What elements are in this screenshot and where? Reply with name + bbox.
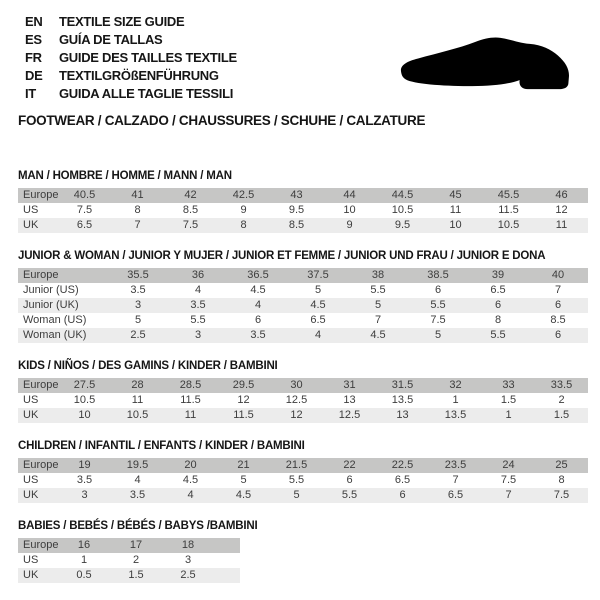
size-cell: 16 <box>77 539 91 551</box>
size-cell: 10 <box>78 409 91 421</box>
row-label: Junior (US) <box>23 284 79 296</box>
size-cell: 10.5 <box>126 409 149 421</box>
table-row <box>18 328 588 343</box>
size-cell: 9 <box>240 204 247 216</box>
row-label: Junior (UK) <box>23 299 79 311</box>
size-cell: 5 <box>240 474 247 486</box>
size-cell: 12.5 <box>285 394 308 406</box>
size-cell: 4 <box>194 284 202 296</box>
size-cell: 2.5 <box>180 569 196 581</box>
row-label: US <box>23 204 39 216</box>
size-cell: 33.5 <box>550 379 573 391</box>
row-label: UK <box>23 489 39 501</box>
size-cell: 38.5 <box>427 269 449 281</box>
size-cell: 6.5 <box>394 474 411 486</box>
size-cell: 45 <box>449 189 462 201</box>
dress-shoe-icon <box>396 34 579 93</box>
size-cell: 25 <box>555 459 568 471</box>
size-cell: 10.5 <box>391 204 414 216</box>
language-code: EN <box>25 14 43 29</box>
row-label: Europe <box>23 459 59 471</box>
size-cell: 35.5 <box>127 269 149 281</box>
row-label: UK <box>23 409 39 421</box>
table-row <box>18 568 240 583</box>
size-cell: 8.5 <box>288 219 305 231</box>
size-cell: 11.5 <box>233 409 254 421</box>
size-cell: 44.5 <box>391 189 414 201</box>
size-cell: 5 <box>374 299 382 311</box>
size-cell: 36.5 <box>247 269 269 281</box>
size-section-junior-woman <box>18 249 600 343</box>
size-cell: 22.5 <box>391 459 414 471</box>
size-cell: 31.5 <box>391 379 414 391</box>
size-cell: 10 <box>343 204 356 216</box>
size-cell: 28 <box>131 379 144 391</box>
size-cell: 13 <box>396 409 409 421</box>
size-cell: 11 <box>131 394 144 406</box>
size-cell: 6 <box>346 474 353 486</box>
size-section-kids <box>18 359 600 423</box>
size-cell: 8 <box>240 219 247 231</box>
size-cell: 8 <box>134 204 141 216</box>
size-cell: 6 <box>554 329 562 341</box>
table-row <box>18 473 588 488</box>
size-cell: 3 <box>184 554 192 566</box>
size-cell: 2.5 <box>130 329 146 341</box>
language-title-row <box>25 13 600 31</box>
size-cell: 11 <box>449 204 462 216</box>
size-cell: 3.5 <box>129 489 146 501</box>
size-cell: 45.5 <box>497 189 520 201</box>
size-cell: 10.5 <box>73 394 96 406</box>
size-cell: 40.5 <box>73 189 96 201</box>
size-cell: 2 <box>132 554 140 566</box>
row-label: Europe <box>23 379 59 391</box>
size-cell: 4 <box>187 489 194 501</box>
size-cell: 4 <box>314 329 322 341</box>
size-cell: 7.5 <box>500 474 517 486</box>
size-cell: 6.5 <box>447 489 464 501</box>
language-title: GUIDE DES TAILLES TEXTILE <box>59 50 237 65</box>
size-cell: 4.5 <box>235 489 252 501</box>
size-cell: 18 <box>181 539 195 551</box>
size-cell: 13.5 <box>444 409 467 421</box>
section-title-junior-woman: JUNIOR & WOMAN / JUNIOR Y MUJER / JUNIOR ET FEMME / JUNIOR UND FRAU / JUNIOR E DONA <box>18 250 546 262</box>
size-cell: 38 <box>371 269 385 281</box>
size-cell: 11.5 <box>180 394 201 406</box>
size-cell: 7.5 <box>182 219 199 231</box>
table-row <box>18 218 588 233</box>
size-cell: 7 <box>452 474 459 486</box>
table-row <box>18 538 240 553</box>
size-cell: 4 <box>254 299 262 311</box>
size-cell: 3.5 <box>190 299 206 311</box>
size-table-children <box>18 458 588 503</box>
size-cell: 28.5 <box>179 379 202 391</box>
size-cell: 29.5 <box>232 379 255 391</box>
table-row <box>18 188 588 203</box>
size-cell: 9.5 <box>288 204 305 216</box>
size-cell: 1 <box>80 554 88 566</box>
size-cell: 5.5 <box>341 489 358 501</box>
row-label: Europe <box>23 539 59 551</box>
size-cell: 2 <box>558 394 565 406</box>
size-cell: 6.5 <box>490 284 506 296</box>
category-heading: FOOTWEAR / CALZADO / CHAUSSURES / SCHUHE / CALZATURE <box>18 113 426 128</box>
size-cell: 6 <box>434 284 442 296</box>
size-cell: 20 <box>184 459 197 471</box>
size-cell: 5 <box>314 284 322 296</box>
size-cell: 9.5 <box>394 219 411 231</box>
size-cell: 1 <box>452 394 459 406</box>
table-row <box>18 283 588 298</box>
size-cell: 21 <box>237 459 250 471</box>
size-tables <box>18 169 600 583</box>
section-title-children: CHILDREN / INFANTIL / ENFANTS / KINDER / BAMBINI <box>18 440 305 452</box>
size-cell: 33 <box>502 379 515 391</box>
size-cell: 3.5 <box>130 284 146 296</box>
size-cell: 8.5 <box>182 204 199 216</box>
language-title: TEXTILGRÖßENFÜHRUNG <box>59 68 219 83</box>
size-cell: 5 <box>134 314 142 326</box>
size-cell: 13.5 <box>391 394 414 406</box>
table-row <box>18 298 588 313</box>
size-cell: 27.5 <box>73 379 96 391</box>
size-cell: 11 <box>184 409 197 421</box>
row-label: Woman (UK) <box>23 329 87 341</box>
language-code: FR <box>25 50 42 65</box>
row-label: Europe <box>23 269 59 281</box>
table-row <box>18 488 588 503</box>
size-cell: 1.5 <box>500 394 517 406</box>
size-cell: 3 <box>134 299 142 311</box>
size-cell: 12.5 <box>338 409 361 421</box>
size-cell: 8 <box>494 314 502 326</box>
language-code: ES <box>25 32 42 47</box>
table-row <box>18 313 588 328</box>
table-row <box>18 378 588 393</box>
size-cell: 9 <box>346 219 353 231</box>
size-cell: 30 <box>290 379 303 391</box>
size-section-man <box>18 169 600 233</box>
size-cell: 10 <box>449 219 462 231</box>
size-section-babies <box>18 519 600 583</box>
size-cell: 3.5 <box>76 474 93 486</box>
section-title-kids: KIDS / NIÑOS / DES GAMINS / KINDER / BAMBINI <box>18 360 278 372</box>
size-table-babies <box>18 538 240 583</box>
size-cell: 0.5 <box>76 569 92 581</box>
size-cell: 43 <box>290 189 303 201</box>
size-cell: 7 <box>374 314 382 326</box>
size-cell: 3.5 <box>250 329 266 341</box>
table-row <box>18 268 588 283</box>
table-row <box>18 203 588 218</box>
size-cell: 6 <box>494 299 502 311</box>
empty-cell <box>214 553 240 568</box>
size-cell: 1.5 <box>553 409 570 421</box>
size-cell: 44 <box>343 189 356 201</box>
size-cell: 5 <box>434 329 442 341</box>
size-cell: 17 <box>129 539 143 551</box>
table-row <box>18 408 588 423</box>
size-cell: 10.5 <box>497 219 520 231</box>
row-label: US <box>23 394 39 406</box>
size-cell: 6 <box>399 489 406 501</box>
size-cell: 23.5 <box>444 459 467 471</box>
size-cell: 39 <box>491 269 505 281</box>
size-cell: 7 <box>505 489 512 501</box>
size-cell: 40 <box>551 269 565 281</box>
size-cell: 4.5 <box>370 329 386 341</box>
size-cell: 5.5 <box>490 329 506 341</box>
size-cell: 13 <box>343 394 356 406</box>
language-code: IT <box>25 86 36 101</box>
size-cell: 6.5 <box>76 219 93 231</box>
size-cell: 24 <box>502 459 515 471</box>
size-cell: 7 <box>134 219 141 231</box>
page-header <box>0 13 600 129</box>
size-section-children <box>18 439 600 503</box>
size-cell: 36 <box>191 269 205 281</box>
size-cell: 5.5 <box>190 314 206 326</box>
size-cell: 5 <box>293 489 300 501</box>
size-cell: 8.5 <box>550 314 566 326</box>
size-cell: 12 <box>290 409 303 421</box>
language-title: GUÍA DE TALLAS <box>59 32 163 47</box>
size-cell: 19 <box>78 459 91 471</box>
size-cell: 12 <box>555 204 568 216</box>
size-cell: 21.5 <box>285 459 308 471</box>
language-title: GUIDA ALLE TAGLIE TESSILI <box>59 86 234 101</box>
table-row <box>18 393 588 408</box>
size-cell: 46 <box>555 189 568 201</box>
row-label: US <box>23 554 39 566</box>
section-title-man: MAN / HOMBRE / HOMME / MANN / MAN <box>18 170 232 182</box>
size-cell: 11.5 <box>498 204 519 216</box>
size-cell: 12 <box>237 394 250 406</box>
size-cell: 8 <box>558 474 565 486</box>
size-cell: 22 <box>343 459 356 471</box>
row-label: US <box>23 474 39 486</box>
size-cell: 41 <box>131 189 144 201</box>
size-table-kids <box>18 378 588 423</box>
size-cell: 5.5 <box>370 284 386 296</box>
size-cell: 6.5 <box>310 314 326 326</box>
size-cell: 3 <box>194 329 202 341</box>
language-title: TEXTILE SIZE GUIDE <box>59 14 185 29</box>
size-cell: 4.5 <box>182 474 199 486</box>
size-cell: 4.5 <box>250 284 266 296</box>
size-cell: 5.5 <box>288 474 305 486</box>
size-cell: 6 <box>554 299 562 311</box>
size-table-junior-woman <box>18 268 588 343</box>
size-cell: 5.5 <box>430 299 446 311</box>
table-row <box>18 458 588 473</box>
size-cell: 19.5 <box>126 459 149 471</box>
size-cell: 7.5 <box>553 489 570 501</box>
size-cell: 7.5 <box>430 314 446 326</box>
row-label: UK <box>23 569 39 581</box>
size-cell: 7.5 <box>76 204 93 216</box>
size-cell: 4 <box>134 474 141 486</box>
size-cell: 1.5 <box>128 569 144 581</box>
row-label: Woman (US) <box>23 314 87 326</box>
size-cell: 4.5 <box>310 299 326 311</box>
section-title-babies: BABIES / BEBÉS / BÉBÉS / BABYS /BAMBINI <box>18 520 258 532</box>
size-cell: 3 <box>81 489 88 501</box>
size-cell: 11 <box>555 219 568 231</box>
size-cell: 32 <box>449 379 462 391</box>
language-code: DE <box>25 68 43 83</box>
size-cell: 42 <box>184 189 197 201</box>
size-cell: 37.5 <box>307 269 329 281</box>
size-table-man <box>18 188 588 233</box>
size-cell: 1 <box>505 409 512 421</box>
size-cell: 6 <box>254 314 262 326</box>
table-row <box>18 553 240 568</box>
empty-cell <box>214 568 240 583</box>
size-cell: 31 <box>343 379 356 391</box>
empty-cell <box>214 538 240 553</box>
size-cell: 7 <box>554 284 562 296</box>
row-label: UK <box>23 219 39 231</box>
size-cell: 42.5 <box>232 189 255 201</box>
row-label: Europe <box>23 189 59 201</box>
